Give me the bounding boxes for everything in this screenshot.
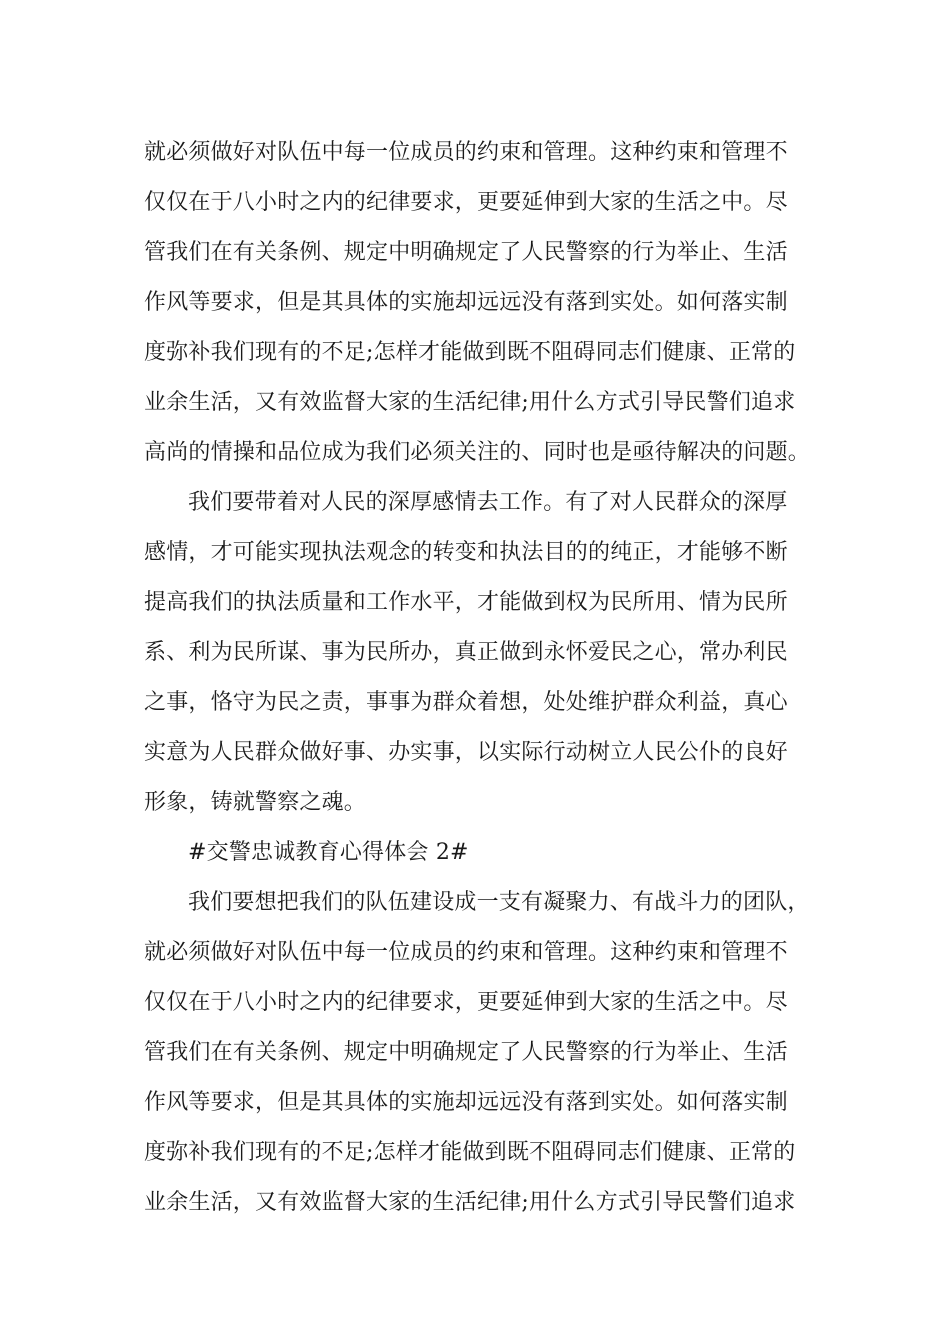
- text-line: 作风等要求，但是其具体的实施却远远没有落到实处。如何落实制: [144, 1090, 788, 1115]
- text-line: 作风等要求，但是其具体的实施却远远没有落到实处。如何落实制: [144, 290, 788, 315]
- text-line: 形象，铸就警察之魂。: [144, 790, 367, 815]
- document-body: [144, 128, 824, 1228]
- text-line: 管我们在有关条例、规定中明确规定了人民警察的行为举止、生活: [144, 240, 788, 265]
- section-heading: #交警忠诚教育心得体会 2#: [188, 840, 469, 865]
- text-line: 感情，才可能实现执法观念的转变和执法目的的纯正，才能够不断: [144, 540, 788, 565]
- text-line: 仅仅在于八小时之内的纪律要求，更要延伸到大家的生活之中。尽: [144, 190, 788, 215]
- text-line: 业余生活，又有效监督大家的生活纪律;用什么方式引导民警们追求: [144, 1190, 796, 1215]
- text-line: 度弥补我们现有的不足;怎样才能做到既不阻碍同志们健康、正常的: [144, 340, 796, 365]
- text-line: 高尚的情操和品位成为我们必须关注的、同时也是亟待解决的问题。: [144, 440, 811, 465]
- paragraph-team-building: [144, 878, 824, 1228]
- text-line: 就必须做好对队伍中每一位成员的约束和管理。这种约束和管理不: [144, 140, 788, 165]
- text-line: 就必须做好对队伍中每一位成员的约束和管理。这种约束和管理不: [144, 940, 788, 965]
- text-line: 管我们在有关条例、规定中明确规定了人民警察的行为举止、生活: [144, 1040, 788, 1065]
- text-line: 仅仅在于八小时之内的纪律要求，更要延伸到大家的生活之中。尽: [144, 990, 788, 1015]
- text-line: 系、利为民所谋、事为民所办，真正做到永怀爱民之心，常办利民: [144, 640, 788, 665]
- text-line: 我们要想把我们的队伍建设成一支有凝聚力、有战斗力的团队，: [188, 890, 810, 915]
- text-line: 之事，恪守为民之责，事事为群众着想，处处维护群众利益，真心: [144, 690, 788, 715]
- text-line: 提高我们的执法质量和工作水平，才能做到权为民所用、情为民所: [144, 590, 788, 615]
- text-line: 实意为人民群众做好事、办实事，以实际行动树立人民公仆的良好: [144, 740, 788, 765]
- text-line: 度弥补我们现有的不足;怎样才能做到既不阻碍同志们健康、正常的: [144, 1140, 796, 1165]
- text-line: 我们要带着对人民的深厚感情去工作。有了对人民群众的深厚: [188, 490, 788, 515]
- text-line: 业余生活，又有效监督大家的生活纪律;用什么方式引导民警们追求: [144, 390, 796, 415]
- paragraph-continued: [144, 128, 824, 478]
- paragraph-feelings: [144, 478, 824, 828]
